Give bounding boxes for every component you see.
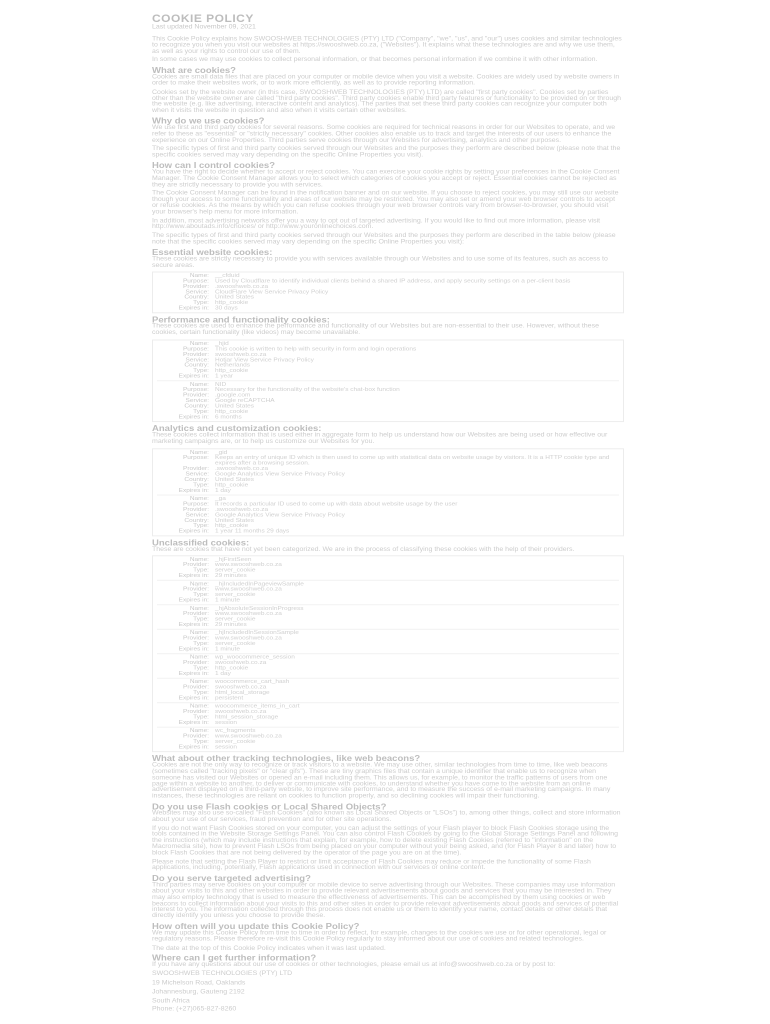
cookie-field-value: Google reCAPTCHA xyxy=(215,397,275,404)
cookie-field-value: woocommerce_cart_hash xyxy=(215,678,290,686)
cookie-field-key: Type: xyxy=(193,367,209,374)
cookie-field-value: http_cookie xyxy=(215,481,249,488)
cookie-field-row xyxy=(157,488,619,493)
cookie-field-value: swooshweb.co.za xyxy=(215,351,267,358)
cookie-field-value: 29 minutes xyxy=(215,621,247,629)
section-paragraph: 19 Michelson Road, Oaklands xyxy=(152,979,246,987)
cookie-field-value: http_cookie xyxy=(215,665,249,672)
cookie-field-value: NID xyxy=(215,381,227,388)
essential-cookies-section xyxy=(152,249,622,314)
section-heading: Do you use Flash cookies or Local Shared Objects? xyxy=(152,802,387,813)
cookie-field-row xyxy=(157,672,619,677)
cookie-field-key: Name: xyxy=(189,629,209,637)
cookie-field-value: Used by Cloudflare to identify individual clients behind a shared IP address, and apply security settings on a per-client basis xyxy=(215,278,571,285)
cookie-field-value: CloudFlare View Service Privacy Policy xyxy=(215,289,329,296)
cookie-field-value: _gid xyxy=(215,448,228,456)
cookie-table xyxy=(152,272,624,314)
cookie-field-key: Type: xyxy=(193,481,209,488)
section-paragraph: The specific types of first and third party cookies served through our Websites and the purposes they perform are described below (please note that the specific cookies served may vary depending on the specific Online Properties you visit). xyxy=(152,145,621,159)
section-paragraph: We may update this Cookie Policy from time to time in order to reflect, for example, changes to the cookies we use or for other operational, legal or regulatory reasons. Please therefore re-visit this Cookie Policy regularly to stay informed about our use of cookies and related technologies. xyxy=(152,929,607,943)
cookie-field-key: Service: xyxy=(185,397,209,404)
section-paragraph: South Africa xyxy=(152,997,190,1004)
cookie-field-key: Type: xyxy=(193,640,209,648)
cookie-field-value: wp_woocommerce_session xyxy=(215,654,295,661)
cookie-field-value: .swooshweb.co.za xyxy=(215,465,269,472)
cookie-field-row xyxy=(157,374,619,379)
cookie-field-key: Expires in: xyxy=(178,670,209,678)
cookie-field-key: Type: xyxy=(193,616,209,623)
cookie-field-value: server_cookie xyxy=(215,591,256,599)
section-heading: What are cookies? xyxy=(152,65,236,76)
section-paragraph: Cookies are small data files that are placed on your computer or mobile device when you visit a website. Cookies are widely used by website owners in order to make their websites work, or to work more efficiently, as well as to provide reporting information. xyxy=(152,74,620,87)
cookie-field-value: 1 year 11 months 29 days xyxy=(215,527,290,535)
cookie-field-key: Type: xyxy=(193,665,209,672)
section-paragraph: Third parties may serve cookies on your computer or mobile device to serve advertising through our Websites. These companies may use information about your visits to this and other websites in order to provide relevant advertisements about goods and services that you may be interested in. They may also employ technology that is used to measure the effectiveness of advertisements. This can be accomplished by them using cookies or web beacons to collect information about your visits to this and other sites in order to provide relevant advertisements about goods and services of potential interest to you. The information collected through this process does not enable us or them to identify your name, contact details or other details that directly identify you unless you choose to provide these. xyxy=(152,882,619,920)
cookie-field-key: Name: xyxy=(189,581,209,588)
unclassified-cookies-section xyxy=(152,539,622,753)
cookie-field-value: United States xyxy=(215,476,255,483)
cookie-field-value: _hjIncludedInPageviewSample xyxy=(215,581,304,588)
intro-paragraph: This Cookie Policy explains how SWOOSHWEB TECHNOLOGIES (PTY) LTD ("Company", "we", "us", and "our") uses cookies and similar technologies to recognize you when you visit our websites at https://swooshweb.co.za, ("Websites"). It explains what these technologies are and why we use them, as well as your rights to control our use of them. xyxy=(152,35,622,55)
cookie-field-value: _hjIncludedInSessionSample xyxy=(215,629,299,637)
cookie-field-value: www.swooshweb.co.za xyxy=(215,586,282,593)
cookie-field-key: Type: xyxy=(193,567,209,574)
cookie-field-value: wc_fragments xyxy=(215,727,256,735)
section-paragraph: Cookies set by the website owner (in this case, SWOOSHWEB TECHNOLOGIES (PTY) LTD) are called "first party cookies". Cookies set by parties other than the website owner are called "third party cookies". Third party cookies enable third party features or functionality to be provided on or through the website (e.g. like advertising, interactive content and analytics). The parties that set these third party cookies can recognize your computer both when it visits the website in question and also when it visits certain other websites. xyxy=(152,89,622,114)
cookie-field-value: html_session_storage xyxy=(215,714,279,721)
cookie-field-value: It records a particular ID used to come up with data about website usage by the user xyxy=(215,500,458,507)
cookie-field-value: swooshweb.co.za xyxy=(215,684,267,691)
cookie-field-value: session xyxy=(215,719,238,727)
cookie-field-key: Name: xyxy=(189,703,209,710)
cookie-field-key: Provider: xyxy=(182,351,209,358)
cookie-field-key: Country: xyxy=(184,476,209,483)
section-heading: Where can I get further information? xyxy=(152,953,317,964)
cookie-field-key: Name: xyxy=(189,495,209,502)
cookie-field-value: http_cookie xyxy=(215,367,249,374)
category-description: These cookies are used to enhance the performance and functionality of our Websites but are non-essential to their use. However, without these cookies, certain functionality (like videos) may become unavailable. xyxy=(152,323,599,337)
cookie-field-row xyxy=(157,529,619,534)
section-paragraph: You have the right to decide whether to accept or reject cookies. You can exercise your cookie rights by setting your preferences in the Cookie Consent Manager. The Cookie Consent Manager allows you to select which categories of cookies you accept or reject. Essential cookies cannot be rejected as they are strictly necessary to provide you with services. xyxy=(152,169,620,188)
section-paragraph: SWOOSHWEB TECHNOLOGIES (PTY) LTD xyxy=(152,970,293,978)
cookie-field-key: Name: xyxy=(189,605,209,612)
cookie-field-key: Expires in: xyxy=(178,719,209,727)
cookie-field-value: Google Analytics View Service Privacy Policy xyxy=(215,470,345,477)
cookie-field-value: __cfduid xyxy=(215,272,240,280)
cookie-field-value: http_cookie xyxy=(215,299,249,307)
cookie-field-value: 1 year xyxy=(215,373,234,380)
cookie-field-row xyxy=(157,306,619,311)
cookie-field-key: Name: xyxy=(189,678,209,686)
cookie-field-row xyxy=(157,623,619,628)
cookie-field-key: Expires in: xyxy=(178,597,209,604)
cookie-field-row xyxy=(157,598,619,603)
cookie-field-value: swooshweb.co.za xyxy=(215,708,267,716)
cookie-field-value: server_cookie xyxy=(215,616,256,623)
section-paragraph: The Cookie Consent Manager can be found in the notification banner and on our website. If you choose to reject cookies, you may still use our website though your access to some functionality and areas of our website may be restricted. You may also set or amend your web browser controls to accept or refuse cookies. As the means by which you can refuse cookies through your web browser controls vary from browser-to-browser, you should visit your browser's help menu for more information. xyxy=(152,190,619,216)
cookie-field-value: _hjFirstSeen xyxy=(215,556,252,563)
section-heading: Do you serve targeted advertising? xyxy=(152,873,311,884)
cookie-field-value: server_cookie xyxy=(215,567,256,574)
cookie-field-key: Provider: xyxy=(182,733,209,740)
cookie-field-value: 1 day xyxy=(215,486,231,494)
cookie-field-value: .swooshweb.co.za xyxy=(215,505,269,513)
cookie-field-key: Purpose: xyxy=(182,345,209,353)
cookie-field-value: .swooshweb.co.za xyxy=(215,283,269,290)
section-paragraph: In addition, most advertising networks offer you a way to opt out of targeted advertising. If you would like to find out more information, please visit http://www.aboutads.info/choices/ or http://www.youronlinechoices.com. xyxy=(152,217,601,231)
cookie-field-key: Expires in: xyxy=(178,413,209,421)
cookie-field-key: Provider: xyxy=(182,708,209,716)
category-description: These are cookies that have not yet been categorized. We are in the process of classifying these cookies with the help of their providers. xyxy=(152,545,575,553)
cookie-field-row xyxy=(157,455,619,466)
cookie-field-key: Expires in: xyxy=(178,646,209,653)
cookie-field-value: http_cookie xyxy=(215,408,249,415)
cookie-field-key: Expires in: xyxy=(178,695,209,702)
intro-paragraph: In some cases we may use cookies to collect personal information, or that becomes personal information if we combine it with other information. xyxy=(152,56,598,64)
cookie-field-value: swooshweb.co.za xyxy=(215,659,267,667)
cookie-field-key: Purpose: xyxy=(182,500,209,507)
section-heading: What about other tracking technologies, like web beacons? xyxy=(152,754,421,765)
section-paragraph: If you do not want Flash Cookies stored on your computer, you can adjust the settings of your Flash player to block Flash Cookies storage using the tools contained in the Website Storage Settings Panel. You can also control Flash Cookies by going to the Global Storage Settings Panel and following the instructions (which may include instructions that explain, for example, how to delete existing Flash Cookies (referred to "information" on the Macromedia site), how to prevent Flash LSOs from being placed on your computer without your being asked, and (for Flash Player 8 and later) how to block Flash Cookies that are not being delivered by the operator of the page you are on at the time). xyxy=(152,825,619,857)
cookie-field-value: _ga xyxy=(215,495,226,502)
section-paragraph: Please note that setting the Flash Player to restrict or limit acceptance of Flash Cookies may reduce or impede the functionality of some Flash applications, including, potentially, Flash applications used in connection with our services or online content. xyxy=(152,858,591,872)
row-divider xyxy=(157,494,619,495)
cookie-field-key: Provider: xyxy=(182,465,209,472)
cookie-field-value: 29 minutes xyxy=(215,572,247,580)
cookie-field-key: Expires in: xyxy=(178,744,209,751)
cookie-field-key: Type: xyxy=(193,738,209,746)
cookie-field-key: Provider: xyxy=(182,659,209,667)
performance-cookies-section xyxy=(152,316,622,422)
cookie-field-value: Keeps an entry of unique ID which is then used to come up with statistical data on website usage by visitors. It is a HTTP cookie type and expires after a browsing session. xyxy=(215,454,610,467)
section-heading: How often will you update this Cookie Policy? xyxy=(152,921,360,932)
category-heading: Analytics and customization cookies: xyxy=(152,423,322,434)
last-updated: Last updated November 09, 2021 xyxy=(152,23,256,31)
page-title: COOKIE POLICY xyxy=(152,12,254,25)
policy-sections xyxy=(152,67,622,246)
cookie-field-value: _hjid xyxy=(215,340,229,347)
cookie-field-value: server_cookie xyxy=(215,738,256,746)
cookie-field-key: Country: xyxy=(184,362,209,369)
cookie-field-value: 6 months xyxy=(215,413,242,421)
cookie-field-key: Expires in: xyxy=(178,621,209,629)
cookie-field-value: Necessary for the functionality of the website's chat-box function xyxy=(215,386,400,393)
cookie-field-value: html_local_storage xyxy=(215,689,270,697)
cookie-field-value: 1 minute xyxy=(215,597,240,604)
cookie-field-key: Provider: xyxy=(182,392,209,399)
cookie-field-value: 1 minute xyxy=(215,646,240,653)
cookie-field-value: Google Analytics View Service Privacy Policy xyxy=(215,511,345,518)
cookie-field-value: woocommerce_items_in_cart xyxy=(215,703,300,710)
cookie-field-key: Service: xyxy=(185,511,209,518)
section-paragraph: The date at the top of this Cookie Policy indicates when it was last updated. xyxy=(152,944,386,952)
cookie-field-key: Name: xyxy=(189,340,209,347)
cookie-field-row xyxy=(157,745,619,750)
cookie-field-value: www.swooshweb.co.za xyxy=(215,561,282,569)
cookie-field-key: Provider: xyxy=(182,610,209,618)
section-paragraph: We use first and third party cookies for several reasons. Some cookies are required for technical reasons in order for our Websites to operate, and we refer to these as "essential" or "strictly necessary" cookies. Other cookies also enable us to track and target the interests of our users to enhance the experience on our Online Properties. Third parties serve cookies through our Websites for advertising, analytics and other purposes. xyxy=(152,124,616,144)
category-heading: Performance and functionality cookies: xyxy=(152,315,330,326)
cookie-field-key: Type: xyxy=(193,299,209,307)
section-paragraph: Websites may also use so-called "Flash Cookies" (also known as Local Shared Objects or "LSOs") to, among other things, collect and store information about your use of our services, fraud prevention and for other site operations. xyxy=(152,810,621,823)
cookie-field-key: Expires in: xyxy=(178,305,209,312)
section-paragraph: Johannesburg, Gauteng 2192 xyxy=(152,988,245,995)
cookie-field-key: Service: xyxy=(185,289,209,296)
cookie-field-value: _hjAbsoluteSessionInProgress xyxy=(215,605,304,612)
cookie-field-key: Expires in: xyxy=(178,373,209,380)
section-paragraph: Phone: (+27)065-827-8260 xyxy=(152,1006,237,1013)
cookie-field-key: Name: xyxy=(189,272,209,280)
cookie-field-key: Purpose: xyxy=(182,454,209,461)
cookie-field-key: Purpose: xyxy=(182,386,209,393)
section-paragraph: The specific types of first and third party cookies served through our Websites and the purposes they perform are described in the table below (please note that the specific cookies served may vary depending on the specific Online Properties you visit): xyxy=(152,232,616,246)
cookie-field-row xyxy=(157,721,619,726)
cookie-policy-document xyxy=(152,14,622,1016)
category-heading: Essential website cookies: xyxy=(152,247,273,258)
cookie-field-key: Expires in: xyxy=(178,527,209,535)
section-paragraph: If you have any questions about our use of cookies or other technologies, please email us at info@swooshweb.co.za or by post to: xyxy=(152,961,556,969)
cookie-field-key: Type: xyxy=(193,522,209,529)
cookie-field-key: Service: xyxy=(185,470,209,477)
cookie-field-key: Expires in: xyxy=(178,572,209,580)
cookie-field-value: United States xyxy=(215,516,255,524)
cookie-field-key: Name: xyxy=(189,727,209,735)
cookie-field-key: Provider: xyxy=(182,283,209,290)
cookie-field-key: Provider: xyxy=(182,561,209,569)
cookie-field-value: 1 day xyxy=(215,670,231,678)
analytics-cookies-section xyxy=(152,425,622,536)
cookie-table xyxy=(152,556,624,753)
cookie-field-row xyxy=(157,696,619,701)
cookie-field-row xyxy=(157,574,619,579)
cookie-field-key: Expires in: xyxy=(178,486,209,494)
section-heading: How can I control cookies? xyxy=(152,160,275,171)
cookie-field-key: Name: xyxy=(189,448,209,456)
further-sections xyxy=(152,755,622,1013)
cookie-field-value: www.swooshweb.co.za xyxy=(215,733,282,740)
cookie-field-key: Provider: xyxy=(182,586,209,593)
cookie-field-row xyxy=(157,647,619,652)
cookie-field-key: Name: xyxy=(189,654,209,661)
cookie-field-value: session xyxy=(215,744,238,751)
cookie-field-value: United States xyxy=(215,294,255,301)
row-divider xyxy=(157,380,619,381)
cookie-field-key: Provider: xyxy=(182,505,209,513)
cookie-field-key: Type: xyxy=(193,408,209,415)
section-heading: Why do we use cookies? xyxy=(152,116,265,127)
category-description: These cookies are strictly necessary to provide you with services available through our Websites and to use some of its features, such as access to secure areas. xyxy=(152,255,608,269)
cookie-field-value: www.swooshweb.co.za xyxy=(215,610,282,618)
cookie-field-key: Service: xyxy=(185,356,209,364)
cookie-field-value: Hotjar View Service Privacy Policy xyxy=(215,356,314,364)
category-description: These cookies collect information that is used either in aggregate form to help us understand how our Websites are being used or how effective our marketing campaigns are, or to help us customize our Websites for you. xyxy=(152,431,608,445)
cookie-field-key: Country: xyxy=(184,516,209,524)
cookie-field-key: Purpose: xyxy=(182,278,209,285)
cookie-field-key: Provider: xyxy=(182,635,209,642)
cookie-field-key: Country: xyxy=(184,402,209,410)
cookie-field-value: http_cookie xyxy=(215,522,249,529)
cookie-field-value: United States xyxy=(215,402,255,410)
cookie-field-value: This cookie is written to help with security in form and login operations xyxy=(215,345,417,353)
cookie-field-value: 30 days xyxy=(215,305,238,312)
intro-section xyxy=(152,37,622,64)
cookie-field-value: .google.com xyxy=(215,392,251,399)
cookie-field-key: Type: xyxy=(193,591,209,599)
category-heading: Unclassified cookies: xyxy=(152,537,250,548)
section-paragraph: Cookies are not the only way to recognize or track visitors to a website. We may use other, similar technologies from time to time, like web beacons (sometimes called "tracking pixels" or "clear gifs"). These are tiny graphics files that contain a unique identifier that enable us to recognize when someone has visited our Websites or opened an e-mail including them. This allows us, for example, to monitor the traffic patterns of users from one page within a website to another, to deliver or communicate with cookies, to understand whether you have come to the website from an online advertisement displayed on a third-party website, to improve site performance, and to measure the success of e-mail marketing campaigns. In many instances, these technologies are reliant on cookies to function properly, and so declining cookies will impair their functioning. xyxy=(152,762,611,800)
cookie-field-value: persistent xyxy=(215,695,244,702)
cookie-field-key: Name: xyxy=(189,381,209,388)
cookie-field-value: www.swooshweb.co.za xyxy=(215,635,282,642)
cookie-field-key: Country: xyxy=(184,294,209,301)
cookie-field-key: Name: xyxy=(189,556,209,563)
cookie-field-value: Netherlands xyxy=(215,362,251,369)
cookie-field-value: server_cookie xyxy=(215,640,256,648)
cookie-table xyxy=(152,448,624,536)
cookie-field-key: Provider: xyxy=(182,684,209,691)
cookie-field-key: Type: xyxy=(193,689,209,697)
cookie-field-key: Type: xyxy=(193,714,209,721)
cookie-field-row xyxy=(157,415,619,420)
cookie-table xyxy=(152,339,624,422)
